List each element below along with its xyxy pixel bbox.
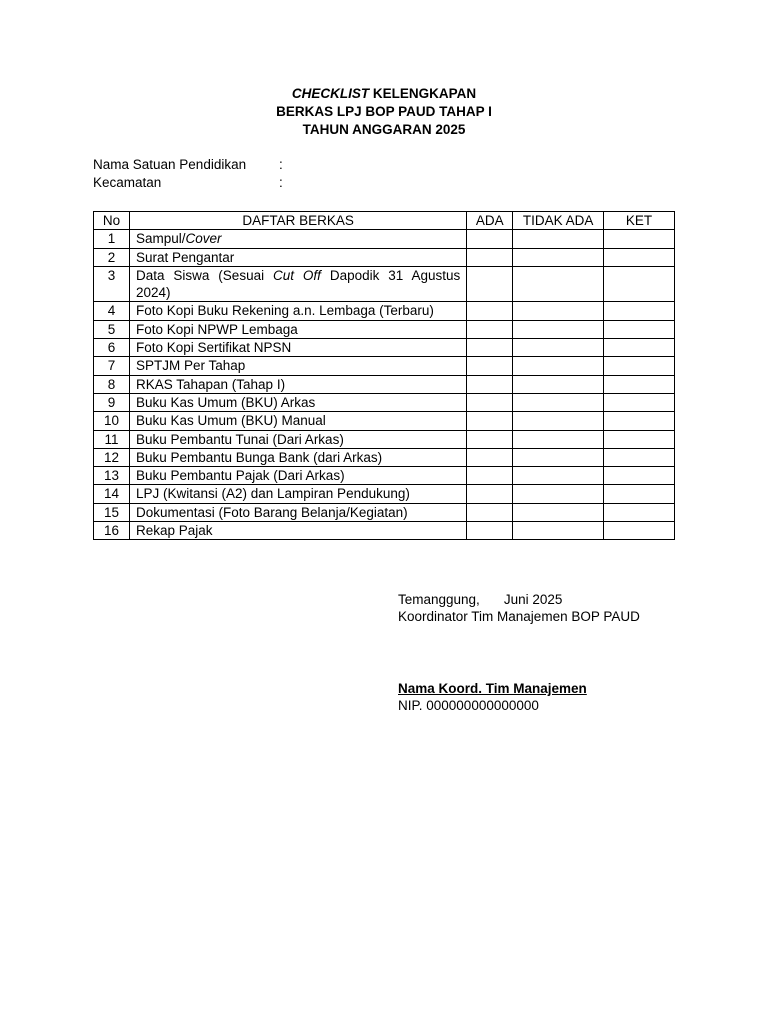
row-document-name-text: Rekap Pajak	[135, 523, 213, 539]
row-tidak-ada-cell[interactable]	[513, 302, 604, 320]
row-document-name-text: Dapodik 31 Agustus 2024)	[135, 267, 461, 301]
row-tidak-ada-cell[interactable]	[513, 412, 604, 430]
signature-place-date	[398, 592, 562, 607]
signature-name: Nama Koord. Tim Manajemen	[398, 681, 587, 696]
row-document-name-text: Foto Kopi NPWP Lembaga	[135, 321, 298, 337]
row-document-name-text: Buku Pembantu Pajak (Dari Arkas)	[135, 468, 345, 484]
table-row	[94, 485, 675, 503]
signature-date: Juni 2025	[503, 592, 563, 607]
row-document-name	[129, 448, 466, 466]
header-ada: ADA	[467, 212, 513, 230]
document-checklist-table	[93, 211, 675, 540]
row-tidak-ada-cell[interactable]	[513, 503, 604, 521]
table-row	[94, 467, 675, 485]
row-document-name-italic: Cover	[185, 231, 222, 247]
school-name-row	[93, 157, 283, 172]
row-document-name-text: Foto Kopi Buku Rekening a.n. Lembaga (Terbaru)	[135, 303, 434, 319]
row-ada-cell[interactable]	[467, 522, 513, 540]
row-ada-cell[interactable]	[467, 266, 513, 302]
table-row	[94, 248, 675, 266]
row-ket-cell[interactable]	[604, 357, 675, 375]
row-number: 15	[94, 503, 130, 521]
table-row	[94, 393, 675, 411]
row-document-name	[129, 230, 466, 248]
document-title-line-3: TAHUN ANGGARAN 2025	[302, 122, 466, 137]
row-document-name	[129, 393, 466, 411]
table-row	[94, 522, 675, 540]
document-title-line-1	[0, 86, 768, 101]
signature-nip: NIP. 000000000000000	[398, 698, 539, 713]
row-ket-cell[interactable]	[604, 320, 675, 338]
table-row	[94, 412, 675, 430]
row-ket-cell[interactable]	[604, 248, 675, 266]
row-tidak-ada-cell[interactable]	[513, 448, 604, 466]
row-ada-cell[interactable]	[467, 357, 513, 375]
row-tidak-ada-cell[interactable]	[513, 248, 604, 266]
row-document-name-text: RKAS Tahapan (Tahap I)	[135, 376, 286, 392]
row-number: 5	[94, 320, 130, 338]
row-document-name-text: SPTJM Per Tahap	[135, 358, 246, 374]
table-row	[94, 448, 675, 466]
header-no: No	[94, 212, 130, 230]
row-tidak-ada-cell[interactable]	[513, 485, 604, 503]
row-tidak-ada-cell[interactable]	[513, 522, 604, 540]
row-document-name-text: Surat Pengantar	[135, 249, 235, 265]
row-document-name	[129, 339, 466, 357]
signature-place: Temanggung,	[398, 592, 480, 607]
row-ket-cell[interactable]	[604, 302, 675, 320]
header-ket: KET	[604, 212, 675, 230]
row-ket-cell[interactable]	[604, 375, 675, 393]
row-ada-cell[interactable]	[467, 248, 513, 266]
row-number: 16	[94, 522, 130, 540]
document-title-line-2: BERKAS LPJ BOP PAUD TAHAP I	[276, 104, 492, 119]
row-number: 1	[94, 230, 130, 248]
row-ada-cell[interactable]	[467, 230, 513, 248]
row-ket-cell[interactable]	[604, 485, 675, 503]
row-document-name	[129, 430, 466, 448]
row-ada-cell[interactable]	[467, 302, 513, 320]
row-number: 6	[94, 339, 130, 357]
row-number: 4	[94, 302, 130, 320]
row-document-name-text: Buku Kas Umum (BKU) Arkas	[135, 394, 316, 410]
row-ket-cell[interactable]	[604, 522, 675, 540]
row-document-name-text: Foto Kopi Sertifikat NPSN	[135, 340, 292, 356]
row-number: 11	[94, 430, 130, 448]
row-document-name	[129, 522, 466, 540]
row-tidak-ada-cell[interactable]	[513, 430, 604, 448]
row-number: 12	[94, 448, 130, 466]
row-document-name	[129, 412, 466, 430]
row-document-name-text: Buku Kas Umum (BKU) Manual	[135, 413, 326, 429]
row-document-name-text: Data Siswa (Sesuai	[135, 267, 273, 283]
district-row	[93, 175, 283, 190]
title-line-1-rest: KELENGKAPAN	[369, 86, 477, 101]
row-number: 14	[94, 485, 130, 503]
table-row	[94, 503, 675, 521]
row-ada-cell[interactable]	[467, 485, 513, 503]
row-document-name-text: Buku Pembantu Bunga Bank (dari Arkas)	[135, 449, 383, 465]
row-number: 2	[94, 248, 130, 266]
row-number: 13	[94, 467, 130, 485]
row-document-name-text: Sampul/	[135, 231, 186, 247]
signature-role: Koordinator Tim Manajemen BOP PAUD	[398, 609, 640, 624]
row-document-name-text: LPJ (Kwitansi (A2) dan Lampiran Pendukung)	[135, 486, 410, 502]
row-number: 8	[94, 375, 130, 393]
row-ket-cell[interactable]	[604, 230, 675, 248]
row-document-name	[129, 302, 466, 320]
row-ada-cell[interactable]	[467, 375, 513, 393]
row-number: 7	[94, 357, 130, 375]
row-tidak-ada-cell[interactable]	[513, 320, 604, 338]
row-number: 10	[94, 412, 130, 430]
row-tidak-ada-cell[interactable]	[513, 467, 604, 485]
row-number: 9	[94, 393, 130, 411]
header-tidak-ada: TIDAK ADA	[513, 212, 604, 230]
header-daftar-berkas: DAFTAR BERKAS	[129, 212, 466, 230]
row-ket-cell[interactable]	[604, 430, 675, 448]
row-document-name	[129, 266, 466, 302]
row-ket-cell[interactable]	[604, 339, 675, 357]
row-ket-cell[interactable]	[604, 448, 675, 466]
row-document-name	[129, 248, 466, 266]
row-document-name-italic: Cut Off	[273, 267, 321, 283]
district-label: Kecamatan	[93, 175, 162, 190]
table-row	[94, 430, 675, 448]
table-row	[94, 375, 675, 393]
row-ada-cell[interactable]	[467, 448, 513, 466]
row-ket-cell[interactable]	[604, 412, 675, 430]
row-ket-cell[interactable]	[604, 467, 675, 485]
title-checklist-word: CHECKLIST	[291, 86, 370, 101]
row-tidak-ada-cell[interactable]	[513, 266, 604, 302]
row-ada-cell[interactable]	[467, 339, 513, 357]
row-tidak-ada-cell[interactable]	[513, 375, 604, 393]
row-ket-cell[interactable]	[604, 266, 675, 302]
row-tidak-ada-cell[interactable]	[513, 393, 604, 411]
row-document-name	[129, 357, 466, 375]
row-document-name-text: Dokumentasi (Foto Barang Belanja/Kegiatan)	[135, 504, 408, 520]
row-tidak-ada-cell[interactable]	[513, 357, 604, 375]
row-document-name	[129, 467, 466, 485]
table-row	[94, 357, 675, 375]
row-ket-cell[interactable]	[604, 393, 675, 411]
row-tidak-ada-cell[interactable]	[513, 230, 604, 248]
row-ada-cell[interactable]	[467, 393, 513, 411]
row-document-name	[129, 503, 466, 521]
row-number: 3	[94, 266, 130, 302]
row-document-name	[129, 375, 466, 393]
table-row	[94, 266, 675, 302]
row-ket-cell[interactable]	[604, 503, 675, 521]
row-ada-cell[interactable]	[467, 503, 513, 521]
table-row	[94, 339, 675, 357]
table-header-row	[94, 212, 675, 230]
table-row	[94, 320, 675, 338]
row-ada-cell[interactable]	[467, 320, 513, 338]
row-ada-cell[interactable]	[467, 412, 513, 430]
table-row	[94, 230, 675, 248]
school-name-colon: :	[279, 157, 283, 172]
table-row	[94, 302, 675, 320]
row-ada-cell[interactable]	[467, 467, 513, 485]
row-tidak-ada-cell[interactable]	[513, 339, 604, 357]
row-ada-cell[interactable]	[467, 430, 513, 448]
row-document-name	[129, 320, 466, 338]
row-document-name-text: Buku Pembantu Tunai (Dari Arkas)	[135, 431, 344, 447]
district-colon: :	[279, 175, 283, 190]
row-document-name	[129, 485, 466, 503]
school-name-label: Nama Satuan Pendidikan	[93, 157, 247, 172]
